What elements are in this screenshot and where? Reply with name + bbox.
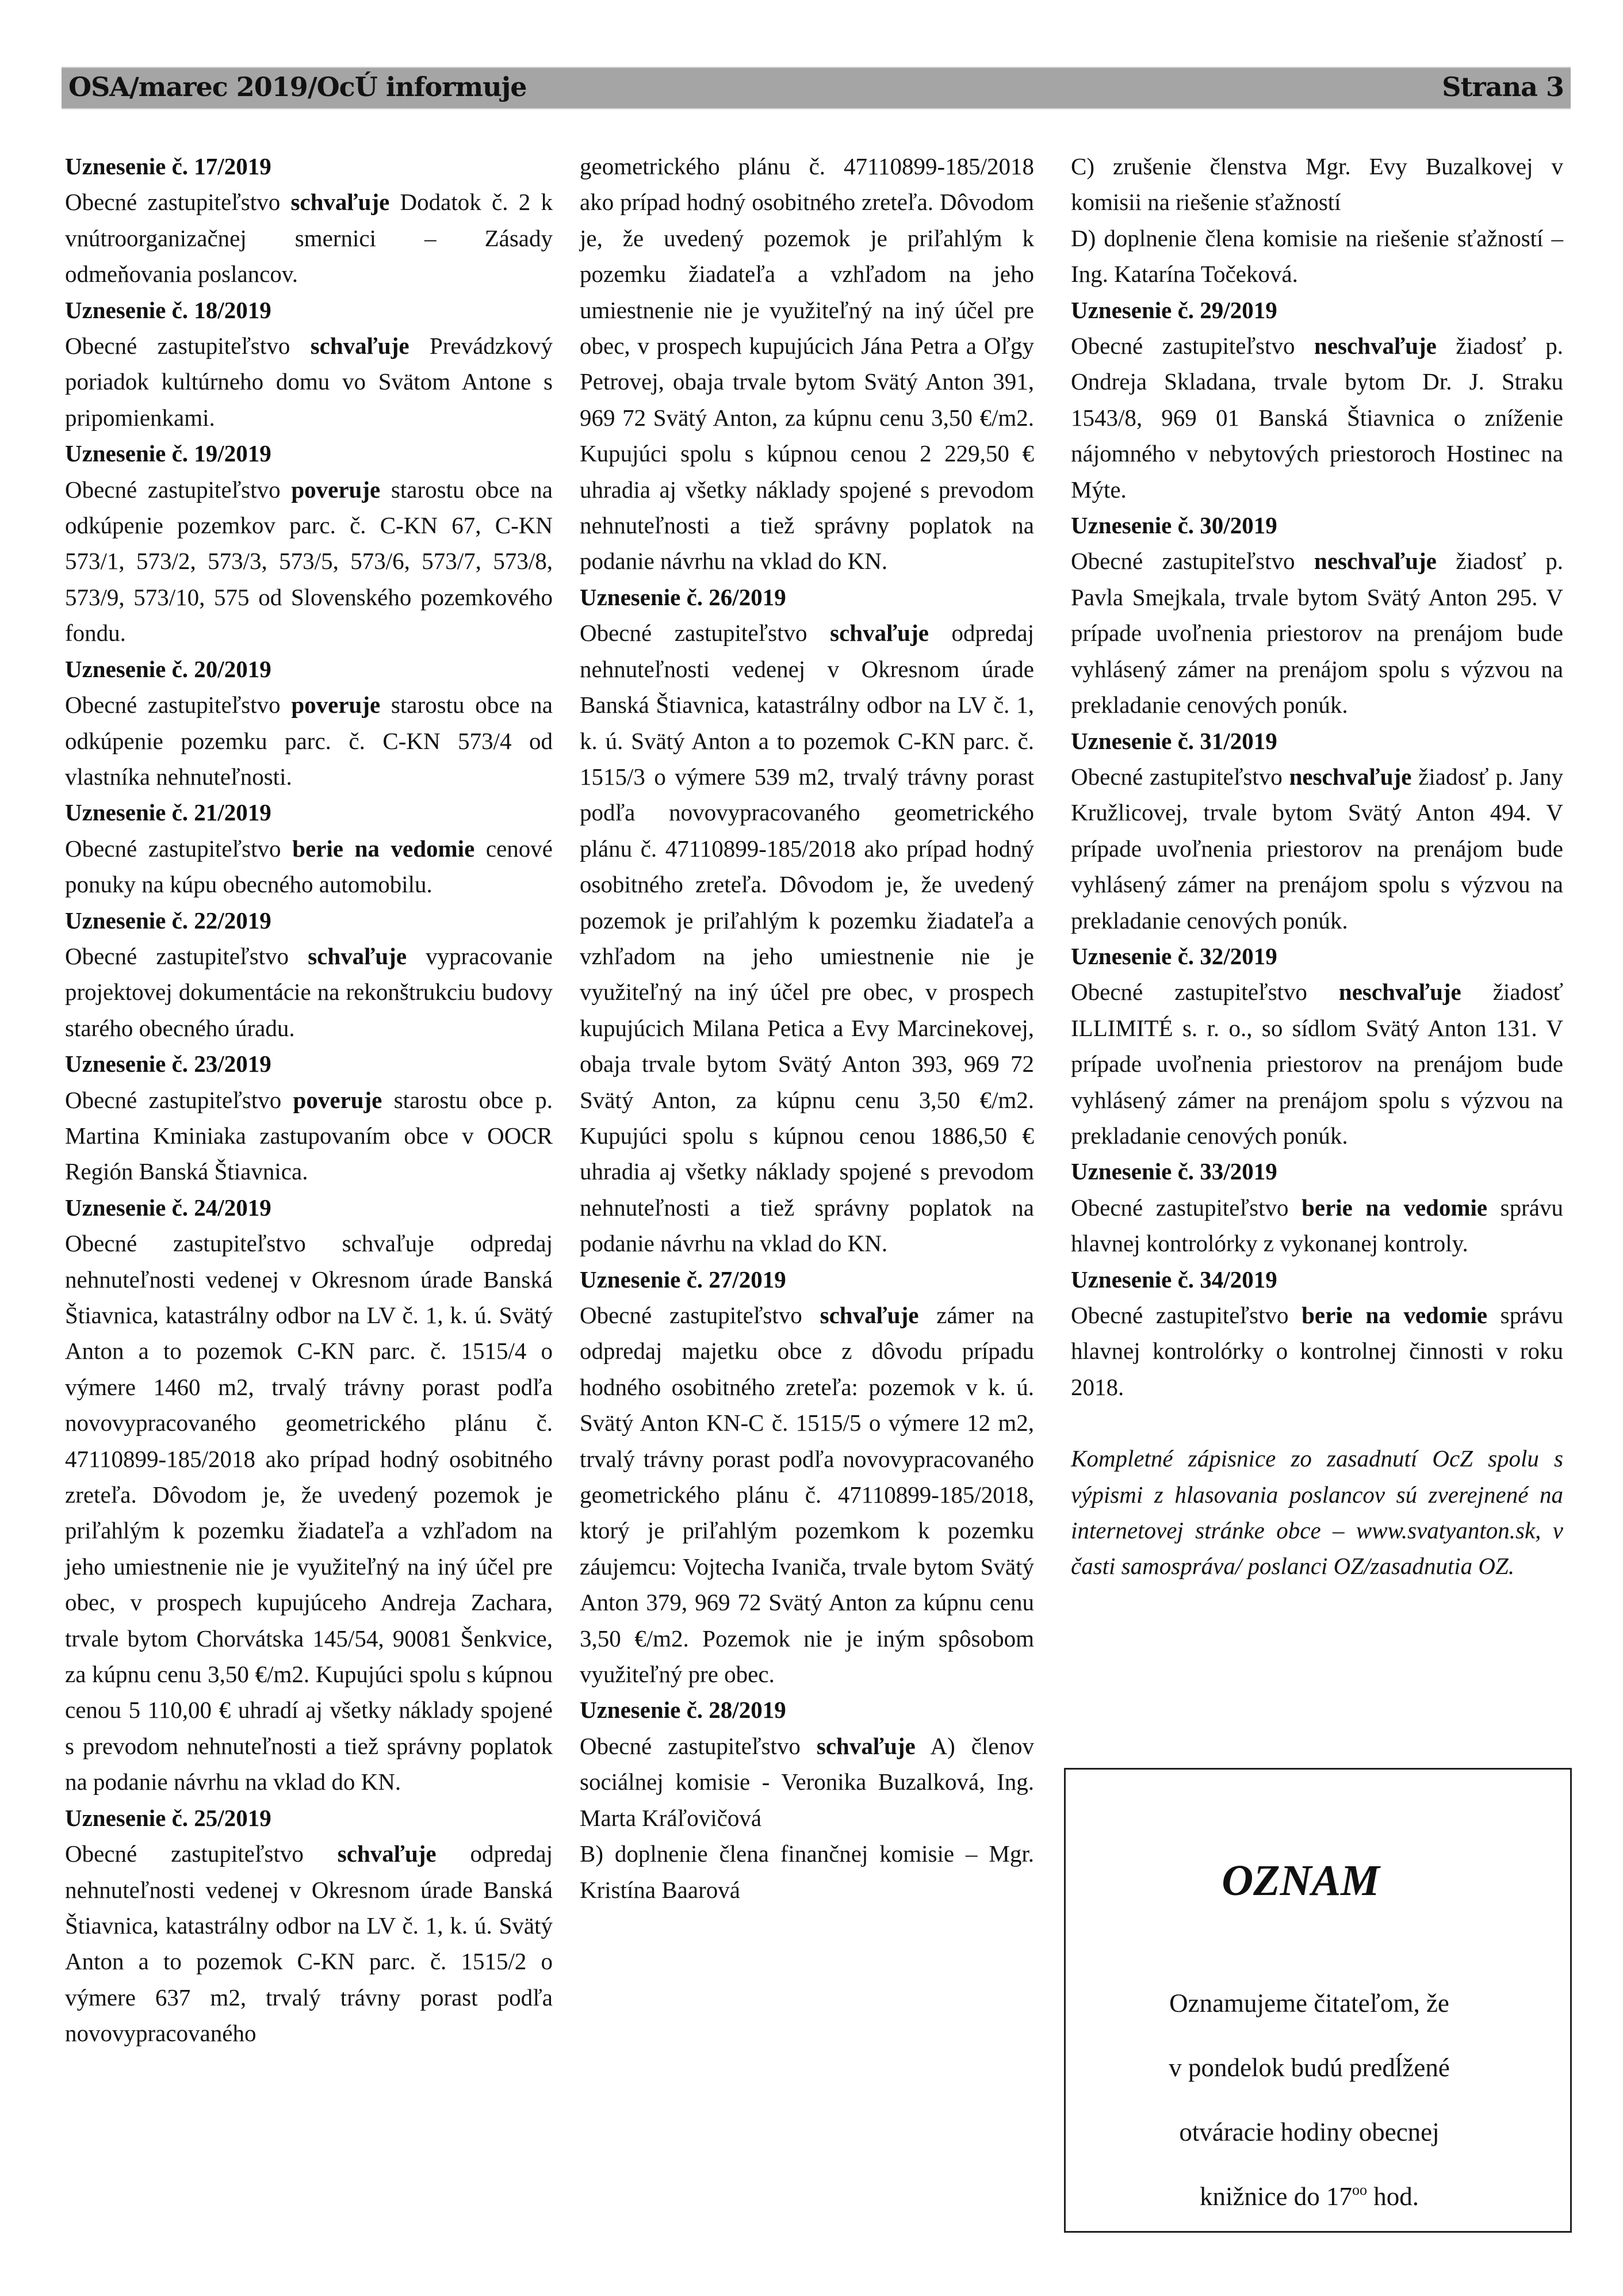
announcement-line: Oznamujeme čitateľom, že [1169,1989,1449,2018]
resolution-text-part: Dodatok č. 2 k vnútroorganizačnej smernici – Zásady odmeňovania poslancov. [65,189,553,288]
resolution-verb: neschvaľuje [1338,979,1461,1006]
resolution-text-part: Obecné zastupiteľstvo [65,942,308,969]
resolution-text-part: A) členov sociálnej komisie - Veronika Buzalková, Ing. Marta Kráľovičová [580,1732,1034,1831]
resolution-heading: Uznesenie č. 29/2019 [1071,296,1277,323]
resolution-text [65,472,553,651]
resolution-verb: neschvaľuje [1314,548,1437,575]
resolution-text-part: Obecné zastupiteľstvo [1071,548,1315,575]
column-1 [65,148,553,2051]
resolution-text-part: Obecné zastupiteľstvo [1071,763,1289,790]
resolution-verb: schvaľuje [820,1302,919,1328]
resolution-text-part: Obecné zastupiteľstvo [1071,333,1315,360]
resolution-text [65,687,553,794]
resolution-text [65,328,553,435]
resolution-text-part: správu hlavnej kontrolórky o kontrolnej činnosti v roku 2018. [1071,1302,1563,1400]
resolution-text-part: odpredaj nehnuteľnosti vedenej v Okresnom úrade Banská Štiavnica, katastrálny odbor na LV č. 1, k. ú. Svätý Anton a to pozemok C-KN parc. č. 1515/3 o výmere 539 m2, trvalý trávny porast podľa novovypracovaného geometrického plánu č. 47110899-185/2018 ako prípad hodný osobitného zreteľa. Dôvodom je, že uvedený pozemok je priľahlým k pozemku žiadateľa a vzhľadom na jeho umiestnenie nie je využiteľný na iný účel pre obec, v prospech kupujúcich Milana Petica a Evy Marcinekovej, obaja trvale bytom Svätý Anton 393, 969 72 Svätý Anton, za kúpnu cenu 3,50 €/m2. Kupujúci spolu s kúpnou cenou 1886,50 € uhradia aj všetky náklady spojené s prevodom nehnuteľnosti a tiež správny poplatok na podanie návrhu na vklad do KN. [580,620,1034,1257]
header-title: OSA/marec 2019/OcÚ informuje [68,71,527,102]
resolution-text [65,1082,553,1190]
resolution-text-part: Obecné zastupiteľstvo [1071,979,1339,1006]
page-number: Strana 3 [1442,71,1564,102]
resolution-heading: Uznesenie č. 26/2019 [580,583,786,610]
resolution-text [1071,1297,1563,1405]
resolution-text [1071,1190,1563,1262]
resolution-text [1071,759,1563,938]
resolution-text [1071,974,1563,1153]
resolution-verb: schvaľuje [337,1840,437,1867]
resolution-heading: Uznesenie č. 27/2019 [580,1266,786,1293]
resolution-verb: schvaľuje [310,333,409,360]
resolution-text [1071,543,1563,723]
minutes-note: Kompletné zápisnice zo zasadnutí OcZ spolu s výpismi z hlasovania poslancov sú zverejnené na internetovej stránke obce – www.svatyanton.sk, v časti samospráva/ poslanci OZ/zasadnutia OZ. [1071,1445,1563,1580]
announcement-line [1066,2164,1553,2229]
column-3 [1071,148,1563,1584]
resolution-text-part: žiadosť p. Jany Kružlicovej, trvale bytom Svätý Anton 494. V prípade uvoľnenia priestorov na prenájom bude vyhlásený zámer na prenájom spolu s výzvou na prekladanie cenových ponúk. [1071,763,1563,934]
resolution-text-part: odpredaj nehnuteľnosti vedenej v Okresnom úrade Banská Štiavnica, katastrálny odbor na LV č. 1, k. ú. Svätý Anton a to pozemok C-KN parc. č. 1515/2 o výmere 637 m2, trvalý trávny porast podľa novovypracovaného [65,1840,553,2047]
resolution-text-part: Obecné zastupiteľstvo [580,1732,817,1759]
resolution-text-part: Obecné zastupiteľstvo [65,1086,293,1113]
resolution-text-part: Obecné zastupiteľstvo [65,333,311,360]
resolution-text [65,831,553,903]
announcement-body [1066,1971,1570,2229]
resolution-heading: Uznesenie č. 18/2019 [65,296,271,323]
resolution-verb: neschvaľuje [1289,763,1412,790]
resolution-text-part: Obecné zastupiteľstvo schvaľuje odpredaj nehnuteľnosti vedenej v Okresnom úrade Banská Štiavnica, katastrálny odbor na LV č. 1, k. ú. Svätý Anton a to pozemok C-KN parc. č. 1515/4 o výmere 1460 m2, trvalý trávny porast podľa novovypracovaného geometrického plánu č. 47110899-185/2018 ako prípad hodný osobitného zreteľa. Dôvodom je, že uvedený pozemok je priľahlým k pozemku žiadateľa a vzhľadom na jeho umiestnenie nie je využiteľný na iný účel pre obec, v prospech kupujúceho Andreja Zachara, trvale bytom Chorvátska 145/54, 90081 Šenkvice, za kúpnu cenu 3,50 €/m2. Kupujúci spolu s kúpnou cenou 5 110,00 € uhradí aj všetky náklady spojené s prevodom nehnuteľnosti a tiež správny poplatok na podanie návrhu na vklad do KN. [65,1230,553,1795]
resolution-text [65,184,553,292]
column-2 [580,148,1034,1908]
resolution-text-part: starostu obce p. Martina Kminiaka zastupovaním obce v OOCR Región Banská Štiavnica. [65,1086,553,1185]
resolution-heading: Uznesenie č. 32/2019 [1071,942,1277,969]
announcement-line-text: knižnice do 17 [1200,2182,1352,2211]
resolution-verb: poveruje [291,692,381,719]
resolution-text-part: Obecné zastupiteľstvo [65,1840,338,1867]
announcement-line: v pondelok budú predĺžené [1169,2053,1450,2082]
resolution-verb: neschvaľuje [1314,333,1437,360]
resolution-verb: schvaľuje [830,620,929,647]
resolution-heading: Uznesenie č. 19/2019 [65,440,271,467]
announcement-time-superscript: oo [1352,2182,1367,2198]
resolution-text-part: Obecné zastupiteľstvo [1071,1194,1302,1221]
resolution-text [580,148,1034,579]
resolution-text [580,1297,1034,1692]
resolution-verb: schvaľuje [290,189,390,216]
resolution-text-part: Obecné zastupiteľstvo [580,1302,820,1328]
resolution-heading: Uznesenie č. 20/2019 [65,655,271,682]
resolution-text [580,1728,1034,1836]
resolution-heading: Uznesenie č. 34/2019 [1071,1266,1277,1293]
resolution-heading: Uznesenie č. 30/2019 [1071,512,1277,539]
page-header [62,67,1571,109]
resolution-verb: poveruje [293,1086,382,1113]
resolution-text-part: Prevádzkový poriadok kultúrneho domu vo Svätom Antone s pripomienkami. [65,333,553,431]
resolution-text-part: Obecné zastupiteľstvo [65,692,292,719]
resolution-text [580,1836,1034,1908]
resolution-text-part: vypracovanie projektovej dokumentácie na rekonštrukciu budovy starého obecného úradu. [65,942,553,1041]
resolution-text [65,1836,553,2051]
resolution-text [1071,220,1563,292]
resolution-text-part: žiadosť p. Ondreja Skladana, trvale bytom Dr. J. Straku 1543/8, 969 01 Banská Štiavnica o zníženie nájomného v nebytových priestoroch Hostinec na Mýte. [1071,333,1563,503]
resolution-heading: Uznesenie č. 21/2019 [65,799,271,826]
announcement-title: OZNAM [1222,1856,1380,1905]
resolution-text-part: Obecné zastupiteľstvo [580,620,830,647]
resolution-verb: berie na vedomie [292,835,475,862]
announcement-line-text: hod. [1366,2182,1419,2211]
resolution-heading: Uznesenie č. 24/2019 [65,1194,271,1221]
resolution-text-part: Obecné zastupiteľstvo [65,189,291,216]
resolution-verb: schvaľuje [816,1732,916,1759]
resolution-heading: Uznesenie č. 23/2019 [65,1050,271,1078]
resolution-text-part: B) doplnenie člena finančnej komisie – Mgr. Kristína Baarová [580,1840,1034,1903]
resolution-text-part: Obecné zastupiteľstvo [1071,1302,1302,1328]
resolution-text-part: správu hlavnej kontrolórky z vykonanej kontroly. [1071,1194,1563,1257]
resolution-text [1071,328,1563,507]
resolution-text-part: Obecné zastupiteľstvo [65,835,293,862]
announcement-line: otváracie hodiny obecnej [1179,2118,1440,2146]
resolution-text-part: žiadosť p. Pavla Smejkala, trvale bytom Svätý Anton 295. V prípade uvoľnenia priestorov na prenájom bude vyhlásený zámer na prenájom spolu s výzvou na prekladanie cenových ponúk. [1071,548,1563,719]
resolution-heading: Uznesenie č. 25/2019 [65,1804,271,1831]
resolution-verb: schvaľuje [308,942,407,969]
announcement-box [1064,1768,1572,2233]
resolution-text-part: žiadosť ILLIMITÉ s. r. o., so sídlom Svätý Anton 131. V prípade uvoľnenia priestorov na prenájom bude vyhlásený zámer na prenájom spolu s výzvou na prekladanie cenových ponúk. [1071,979,1563,1149]
resolution-text-part: starostu obce na odkúpenie pozemku parc. č. C-KN 573/4 od vlastníka nehnuteľnosti. [65,692,553,790]
resolution-text-part: starostu obce na odkúpenie pozemkov parc. č. C-KN 67, C-KN 573/1, 573/2, 573/3, 573/5, 573/6, 573/7, 573/8, 573/9, 573/10, 575 od Slovenského pozemkového fondu. [65,476,553,647]
resolution-text-part: geometrického plánu č. 47110899-185/2018 ako prípad hodný osobitného zreteľa. Dôvodom je, že uvedený pozemok je priľahlým k pozemku žiadateľa a vzhľadom na jeho umiestnenie nie je využiteľný na iný účel pre obec, v prospech kupujúcich Jána Petra a Oľgy Petrovej, obaja trvale bytom Svätý Anton 391, 969 72 Svätý Anton, za kúpnu cenu 3,50 €/m2. Kupujúci spolu s kúpnou cenou 2 229,50 € uhradia aj všetky náklady spojené s prevodom nehnuteľnosti a tiež správny poplatok na podanie návrhu na vklad do KN. [580,153,1034,575]
resolution-text-part: D) doplnenie člena komisie na riešenie sťažností – Ing. Katarína Točeková. [1071,224,1563,288]
resolution-text-part: zámer na odpredaj majetku obce z dôvodu prípadu hodného osobitného zreteľa: pozemok v k. ú. Svätý Anton KN-C č. 1515/5 o výmere 12 m2, trvalý trávny porast podľa novovypracovaného geometrického plánu č. 47110899-185/2018, ktorý je priľahlým pozemkom k pozemku záujemcu: Vojtecha Ivaniča, trvale bytom Svätý Anton 379, 969 72 Svätý Anton za kúpnu cenu 3,50 €/m2. Pozemok nie je iným spôsobom využiteľný pre obec. [580,1302,1034,1688]
resolution-verb: poveruje [291,476,381,503]
resolution-text-part: Obecné zastupiteľstvo [65,476,292,503]
resolution-heading: Uznesenie č. 17/2019 [65,153,271,179]
resolution-text [1071,148,1563,220]
resolution-text-part: C) zrušenie členstva Mgr. Evy Buzalkovej v komisii na riešenie sťažností [1071,153,1563,216]
resolution-text-part: cenové ponuky na kúpu obecného automobilu. [65,835,553,898]
resolution-text [65,938,553,1046]
resolution-verb: berie na vedomie [1302,1302,1488,1328]
resolution-verb: berie na vedomie [1302,1194,1488,1221]
resolution-text [65,1225,553,1800]
resolution-heading: Uznesenie č. 33/2019 [1071,1158,1277,1185]
resolution-heading: Uznesenie č. 28/2019 [580,1697,786,1724]
resolution-heading: Uznesenie č. 22/2019 [65,907,271,934]
resolution-text [580,615,1034,1261]
resolution-heading: Uznesenie č. 31/2019 [1071,727,1277,754]
